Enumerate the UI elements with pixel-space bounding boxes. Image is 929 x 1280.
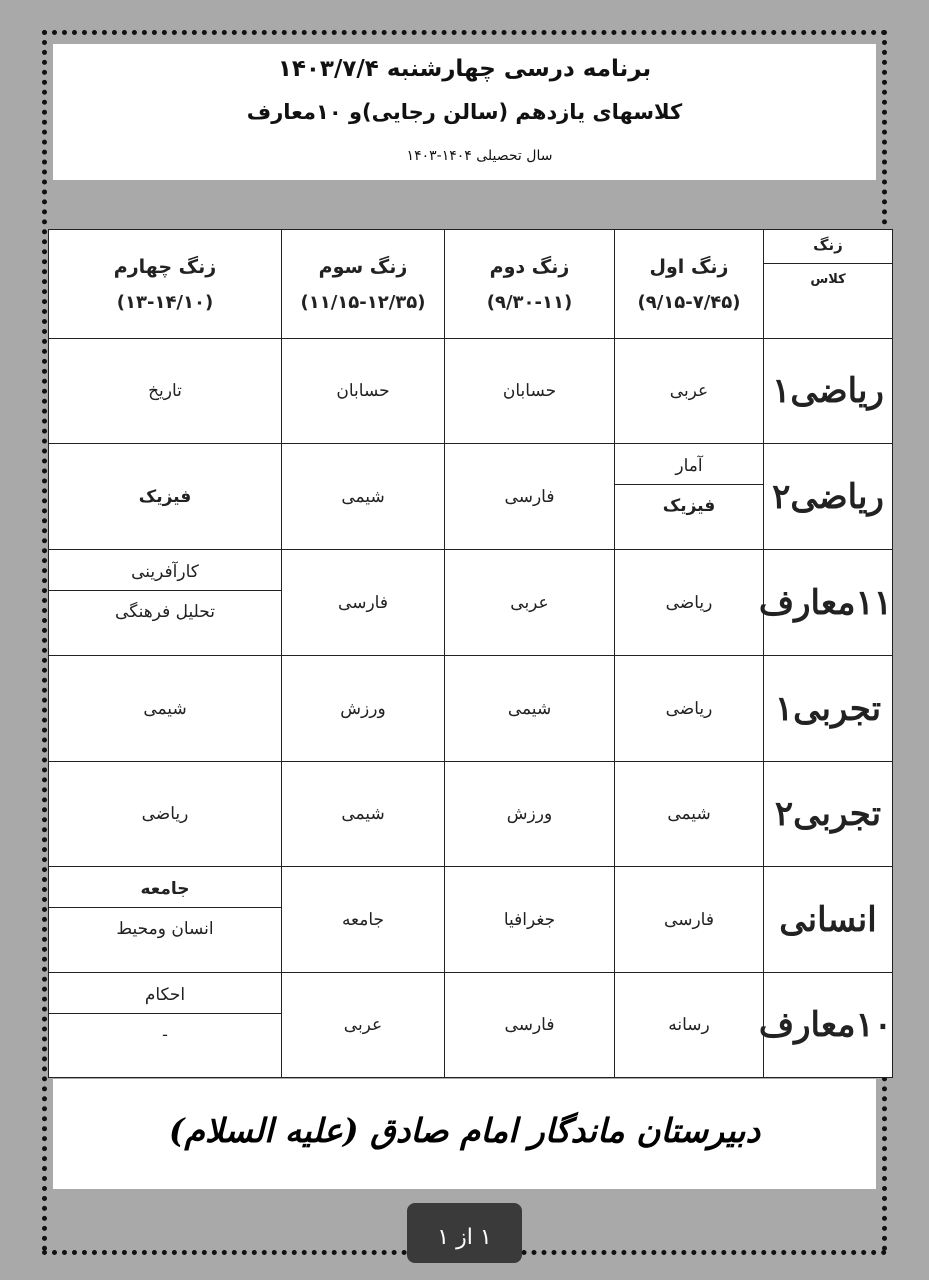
document-footer	[53, 1079, 876, 1189]
subject-cell: ریاضی	[615, 656, 764, 762]
dotted-border-left	[42, 30, 47, 1252]
subject-cell: فارسی	[282, 550, 445, 656]
subject-bottom: تحلیل فرهنگی	[115, 602, 215, 622]
table-row	[49, 339, 893, 444]
subject-cell: عربی	[615, 339, 764, 444]
cell-divider	[49, 590, 281, 591]
subject-top: کارآفرینی	[131, 562, 199, 582]
page-indicator: ۱ از ۱	[407, 1203, 522, 1263]
cell-divider	[49, 1013, 281, 1014]
subject-bottom: -	[162, 1025, 168, 1045]
split-subject-cell	[49, 973, 282, 1078]
subject-cell: شیمی	[282, 444, 445, 550]
subject-cell: شیمی	[615, 762, 764, 867]
split-subject-cell	[615, 444, 764, 550]
subject-top: جامعه	[140, 879, 190, 899]
bell-header-3: زنگ سوم (۱۱/۱۵-۱۲/۳۵)	[282, 230, 445, 339]
subject-cell: حسابان	[282, 339, 445, 444]
subject-cell: ورزش	[282, 656, 445, 762]
subject-cell: رسانه	[615, 973, 764, 1078]
bell-header-2: زنگ دوم (۹/۳۰-۱۱)	[445, 230, 615, 339]
subject-cell: جغرافیا	[445, 867, 615, 973]
table-header-row	[49, 230, 893, 339]
bell-header-1: زنگ اول (۹/۱۵-۷/۴۵)	[615, 230, 764, 339]
class-name: تجربی۲	[764, 762, 893, 867]
subject-top: احکام	[144, 985, 186, 1005]
class-name: ۱۰معارف	[764, 973, 893, 1078]
subject-cell: ریاضی	[615, 550, 764, 656]
subject-cell: فیزیک	[49, 444, 282, 550]
table-row	[49, 973, 893, 1078]
class-name: ریاضی۲	[764, 444, 893, 550]
subject-cell: ورزش	[445, 762, 615, 867]
subject-cell: حسابان	[445, 339, 615, 444]
class-name: ریاضی۱	[764, 339, 893, 444]
table-row	[49, 550, 893, 656]
subject-cell: شیمی	[445, 656, 615, 762]
class-name: انسانی	[764, 867, 893, 973]
class-name: تجربی۱	[764, 656, 893, 762]
subject-bottom: فیزیک	[662, 496, 716, 516]
dotted-border-top	[42, 30, 887, 35]
schedule-table	[48, 229, 893, 1078]
class-name: ۱۱معارف	[764, 550, 893, 656]
subject-cell: عربی	[445, 550, 615, 656]
split-subject-cell	[49, 550, 282, 656]
subject-top: آمار	[675, 456, 703, 476]
schedule-table-wrap	[48, 229, 892, 1077]
table-row	[49, 867, 893, 973]
corner-class-label: کلاس	[810, 272, 846, 287]
school-name: دبیرستان ماندگار امام صادق (علیه السلام)	[168, 1111, 761, 1150]
school-year: سال تحصیلی ۱۴۰۴-۱۴۰۳	[406, 148, 553, 164]
corner-cell	[764, 230, 893, 339]
corner-bell-label: زنگ	[813, 236, 843, 254]
schedule-subtitle: کلاسهای یازدهم (سالن رجایی)و ۱۰معارف	[246, 100, 683, 124]
subject-cell: جامعه	[282, 867, 445, 973]
bell-header-4: زنگ چهارم (۱۳-۱۴/۱۰)	[49, 230, 282, 339]
subject-cell: تاریخ	[49, 339, 282, 444]
subject-cell: فارسی	[445, 444, 615, 550]
table-row	[49, 762, 893, 867]
subject-cell: ریاضی	[49, 762, 282, 867]
document-header	[53, 44, 876, 180]
schedule-title: برنامه درسی چهارشنبه ۱۴۰۳/۷/۴	[277, 56, 652, 82]
subject-cell: شیمی	[282, 762, 445, 867]
subject-cell: شیمی	[49, 656, 282, 762]
split-subject-cell	[49, 867, 282, 973]
subject-bottom: انسان ومحیط	[116, 919, 214, 939]
cell-divider	[49, 907, 281, 908]
corner-divider	[764, 263, 892, 264]
subject-cell: فارسی	[445, 973, 615, 1078]
cell-divider	[615, 484, 763, 485]
subject-cell: فارسی	[615, 867, 764, 973]
table-row	[49, 656, 893, 762]
subject-cell: عربی	[282, 973, 445, 1078]
table-row	[49, 444, 893, 550]
